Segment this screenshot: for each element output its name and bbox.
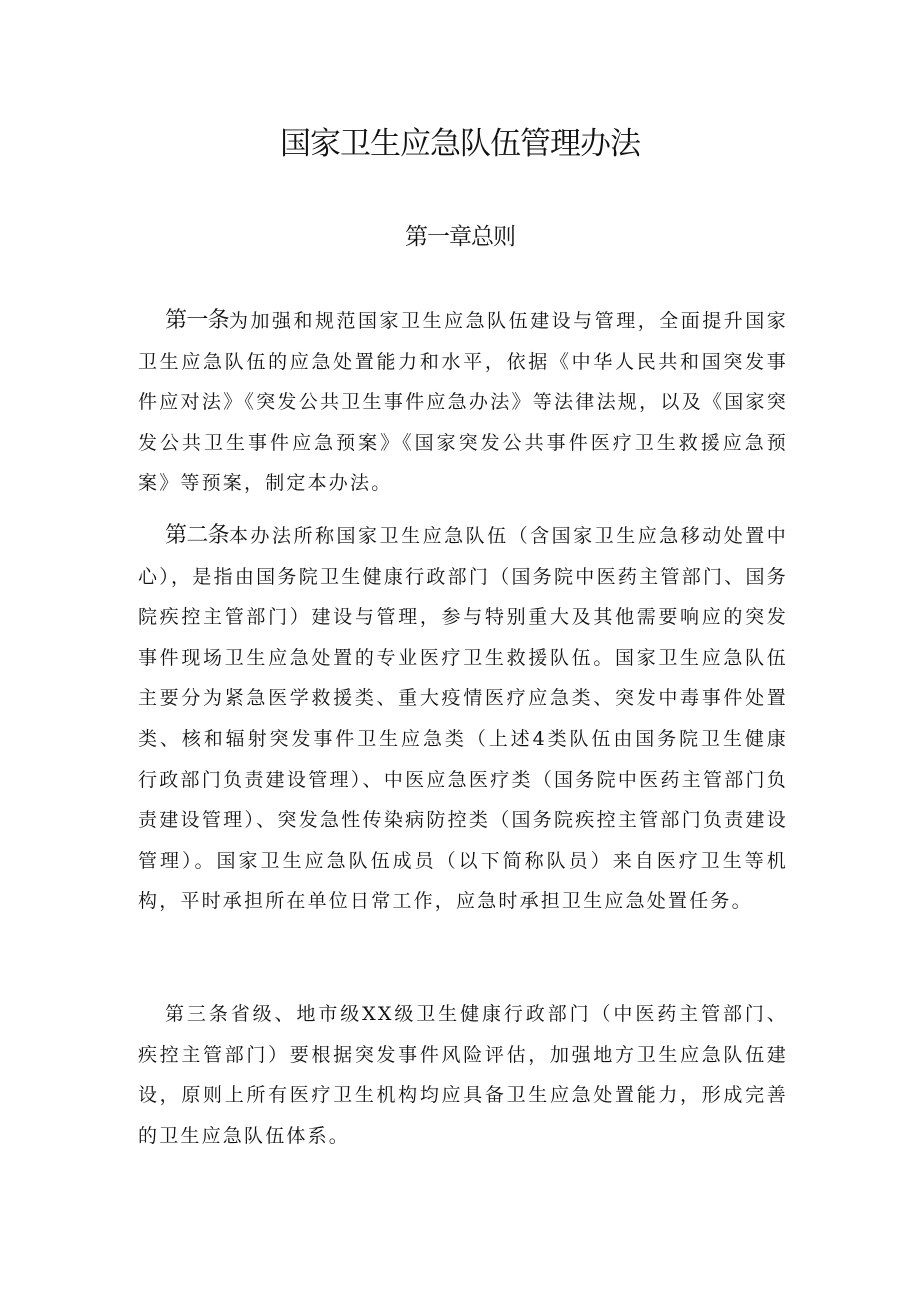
- article-3-text: 省级、地市级XX级卫生健康行政部门（中医药主管部门、疾控主管部门）要根据突发事件风险评估，加强地方卫生应急队伍建设，原则上所有医疗卫生机构均应具备卫生应急处置能力，形成完善的卫生应急队伍体系。: [138, 1003, 788, 1147]
- chapter-title: 第一章总则: [405, 224, 515, 250]
- article-2-text: 本办法所称国家卫生应急队伍（含国家卫生应急移动处置中心），是指由国务院卫生健康行政部门（国务院中医药主管部门、国务院疾控主管部门）建设与管理，参与特别重大及其他需要响应的突发事件现场卫生应急处置的专业医疗卫生救援队伍。国家卫生应急队伍主要分为紧急医学救援类、重大疫情医疗应急类、突发中毒事件处置类、核和辐射突发事件卫生应急类（上述4类队伍由国务院卫生健康行政部门负责建设管理）、中医应急医疗类（国务院中医药主管部门负责建设管理）、突发急性传染病防控类（国务院疾控主管部门负责建设管理）。国家卫生应急队伍成员（以下简称队员）来自医疗卫生等机构，平时承担所在单位日常工作，应急时承担卫生应急处置任务。: [138, 525, 788, 913]
- document-title: 国家卫生应急队伍管理办法: [280, 126, 640, 162]
- article-3-number: 第三条: [165, 1003, 231, 1025]
- article-1-text: 为加强和规范国家卫生应急队伍建设与管理，全面提升国家卫生应急队伍的应急处置能力和水平，依据《中华人民共和国突发事件应对法》《突发公共卫生事件应急办法》等法律法规，以及《国家突发公共卫生事件应急预案》《国家突发公共事件医疗卫生救援应急预案》等预案，制定本办法。: [138, 310, 788, 495]
- article-2-number: 第二条: [165, 523, 229, 548]
- article-1-paragraph: [138, 301, 788, 504]
- article-3-paragraph: [138, 994, 788, 1156]
- article-1-number: 第一条: [165, 308, 229, 333]
- article-2-paragraph: [138, 516, 788, 922]
